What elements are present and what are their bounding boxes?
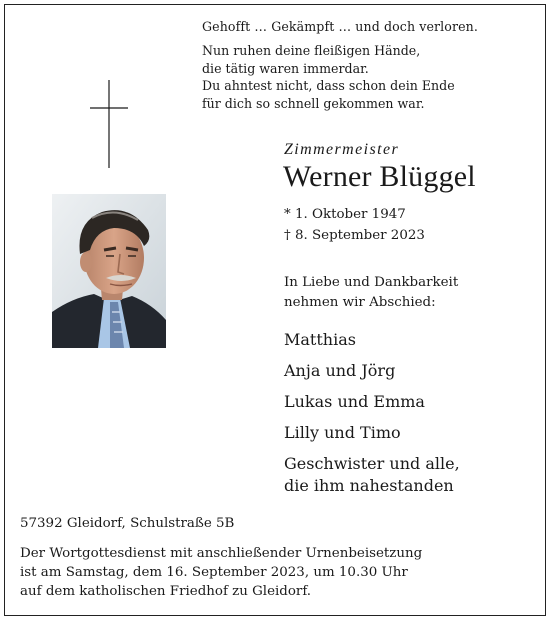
portrait-photo bbox=[52, 194, 166, 348]
poem-line: Nun ruhen deine fleißigen Hände, bbox=[202, 43, 421, 58]
occupation: Zimmermeister bbox=[284, 141, 400, 158]
poem-line: für dich so schnell gekommen war. bbox=[202, 95, 425, 111]
poem bbox=[202, 42, 532, 112]
mourner-item: die ihm nahestanden bbox=[284, 476, 454, 495]
service-info bbox=[20, 544, 422, 601]
mourners-list bbox=[284, 329, 460, 497]
farewell-line: In Liebe und Dankbarkeit bbox=[284, 275, 459, 290]
death-date: † 8. September 2023 bbox=[284, 228, 425, 243]
life-dates bbox=[284, 204, 425, 246]
mourner-item: Anja und Jörg bbox=[284, 361, 396, 380]
cross-icon bbox=[90, 80, 128, 168]
poem-line: Du ahntest nicht, dass schon dein Ende bbox=[202, 78, 455, 94]
farewell-text bbox=[284, 273, 458, 313]
farewell-line: nehmen wir Abschied: bbox=[284, 295, 436, 310]
portrait-image bbox=[52, 194, 166, 348]
service-line: auf dem katholischen Friedhof zu Gleidorf. bbox=[20, 584, 312, 599]
mourner-item: Geschwister und alle, bbox=[284, 454, 460, 473]
mourner-item: Lilly und Timo bbox=[284, 423, 401, 442]
mourner-item: Matthias bbox=[284, 330, 356, 349]
mourning-address: 57392 Gleidorf, Schulstraße 5B bbox=[20, 516, 235, 531]
motto: Gehofft … Gekämpft … und doch verloren. bbox=[202, 19, 478, 34]
mourner-item: Lukas und Emma bbox=[284, 392, 425, 411]
deceased-name: Werner Blüggel bbox=[283, 160, 476, 193]
birth-date: * 1. Oktober 1947 bbox=[284, 207, 406, 222]
service-line: ist am Samstag, dem 16. September 2023, um 10.30 Uhr bbox=[20, 565, 408, 580]
poem-line: die tätig waren immerdar. bbox=[202, 60, 369, 76]
service-line: Der Wortgottesdienst mit anschließender Urnenbeisetzung bbox=[20, 546, 423, 561]
